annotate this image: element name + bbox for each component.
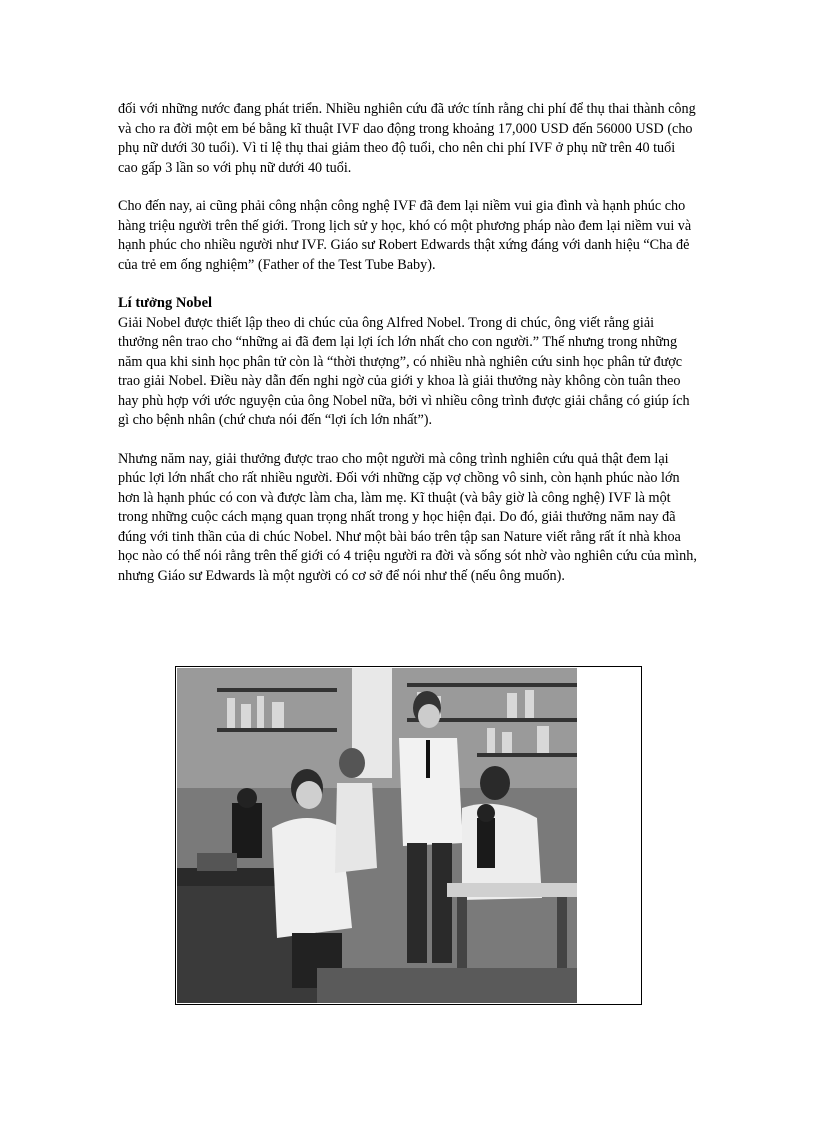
document-body	[118, 100, 698, 605]
paragraph-nobel-will: Giải Nobel được thiết lập theo di chúc của ông Alfred Nobel. Trong di chúc, ông viết rằng giải thưởng nên trao cho “những ai đã đem lại lợi ích lớn nhất cho con người.” Thế nhưng trong những năm qua khi sinh học phân tử còn là “thời thượng”, có nhiều nhà nghiên cứu sinh học phân tử được trao giải Nobel. Điều này dẫn đến nghi ngờ của giới y khoa là giải thưởng này không còn tuân theo hay phù hợp với ước nguyện của ông Nobel nữa, bởi vì nhiều công trình được giải chẳng có giúp ích gì cho bệnh nhân (chứ chưa nói đến “lợi ích lớn nhất”).	[118, 314, 690, 428]
section-heading-nobel-ideal: Lí tưởng Nobel	[118, 295, 213, 311]
paragraph-ivf-cost: đối với những nước đang phát triển. Nhiều nghiên cứu đã ước tính rằng chi phí để thụ thai thành công và cho ra đời một em bé bằng kĩ thuật IVF dao động trong khoảng 17,000 USD đến 56000 USD (cho phụ nữ dưới 30 tuổi). Vì tỉ lệ thụ thai giảm theo độ tuổi, cho nên chi phí IVF ở phụ nữ trên 40 tuổi cao gấp 3 lần so với phụ nữ dưới 40 tuổi.	[118, 101, 696, 176]
paragraph-ivf-impact: Cho đến nay, ai cũng phải công nhận công nghệ IVF đã đem lại niềm vui gia đình và hạnh phúc cho hàng triệu người trên thế giới. Trong lịch sử y học, khó có một phương pháp nào đem lại niềm vui và hạnh phúc cho nhiều người như IVF. Giáo sư Robert Edwards thật xứng đáng với danh hiệu “Cha đẻ của trẻ em ống nghiệm” (Father of the Test Tube Baby).	[118, 198, 692, 273]
lab-photo-illustration	[177, 668, 577, 1003]
paragraph-this-year-prize: Nhưng năm nay, giải thưởng được trao cho một người mà công trình nghiên cứu quả thật đem lại phúc lợi lớn nhất cho rất nhiều người. Đối với những cặp vợ chồng vô sinh, còn hạnh phúc nào lớn hơn là hạnh phúc có con và được làm cha, làm mẹ. Kĩ thuật (và bây giờ là công nghệ) IVF là một trong những cuộc cách mạng quan trọng nhất trong y học hiện đại. Do đó, giải thưởng năm nay đã đúng với tinh thần của di chúc Nobel. Như một bài báo trên tập san Nature viết rằng rất ít nhà khoa học nào có thể nói rằng trên thế giới có 4 triệu người ra đời và sống sót nhờ vào nghiên cứu của mình, nhưng Giáo sư Edwards là một người có cơ sở để nói như thế (nếu ông muốn).	[118, 450, 697, 584]
figure-frame	[175, 666, 642, 1005]
lab-photo	[177, 668, 577, 1003]
